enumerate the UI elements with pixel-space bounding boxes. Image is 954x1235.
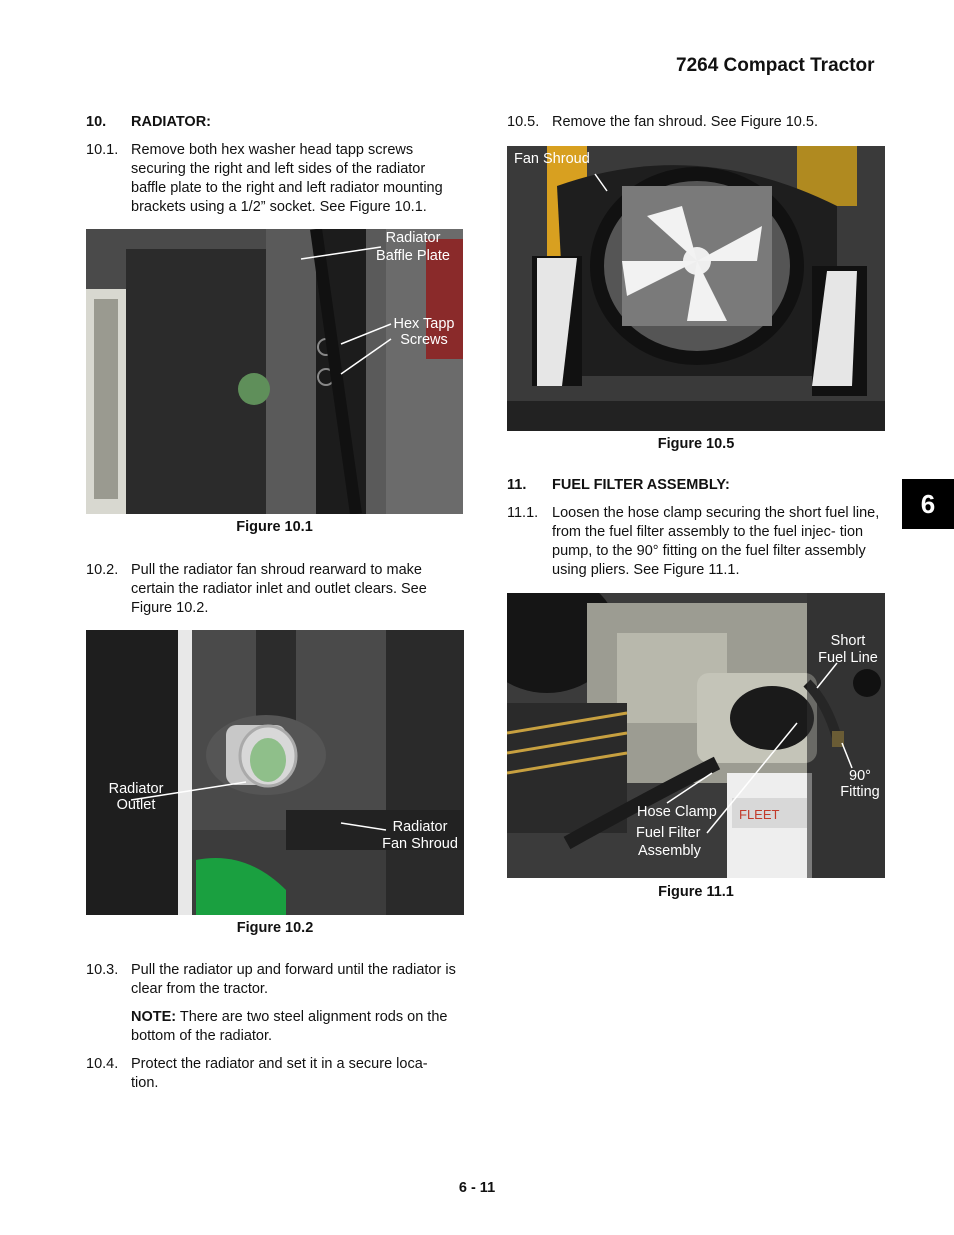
step-10-4-text: Protect the radiator and set it in a secure loca- tion. — [131, 1056, 428, 1091]
label-fuel-filter-assembly-2: Assembly — [638, 843, 701, 859]
figure-10-5-photo — [507, 146, 885, 431]
step-10-2-number: 10.2. — [86, 562, 119, 578]
label-fan-shroud: Fan Shroud — [514, 151, 590, 167]
step-11-1-text: Loosen the hose clamp securing the short fuel line, from the fuel filter assembly to the fuel injec- tion pump, to the 90° fitting on the fuel filter assembly using pliers. See Figure 11.1. — [552, 505, 880, 578]
figure-10-2-caption: Figure 10.2 — [236, 920, 314, 936]
step-10-4-number: 10.4. — [86, 1056, 119, 1072]
label-hose-clamp: Hose Clamp — [637, 804, 717, 820]
label-short-fuel-line-1: Short — [830, 633, 866, 649]
label-radiator-fan-shroud-1: Radiator — [392, 819, 448, 835]
step-11-1-number: 11.1. — [507, 505, 539, 521]
note-text: There are two steel alignment rods on the bottom of the radiator. — [131, 1009, 448, 1044]
page-number: 6 - 11 — [458, 1180, 496, 1196]
label-radiator-baffle-1: Radiator — [385, 230, 441, 246]
label-radiator-baffle-2: Baffle Plate — [376, 248, 450, 264]
label-hex-tapp-1: Hex Tapp — [393, 316, 455, 332]
figure-10-1-photo — [86, 229, 463, 514]
figure-11-1-caption: Figure 11.1 — [658, 884, 734, 900]
note-label: NOTE: — [131, 1009, 177, 1025]
label-90-fitting-2: Fitting — [840, 784, 880, 800]
section-tab: 6 — [902, 479, 954, 529]
figure-10-2-photo — [86, 630, 464, 915]
step-10-5-number: 10.5. — [507, 114, 540, 130]
svg-text:FLEET: FLEET — [739, 807, 780, 822]
step-10-3-text: Pull the radiator up and forward until the radiator is clear from the tractor. — [131, 962, 456, 997]
figure-10-1-caption: Figure 10.1 — [236, 519, 313, 535]
step-10-3-number: 10.3. — [86, 962, 119, 978]
section-11-title: FUEL FILTER ASSEMBLY: — [552, 477, 730, 493]
step-10-1-text: Remove both hex washer head tapp screws securing the right and left sides of the radiator baffle plate to the right and left radiator mounting brackets using a 1/2” socket. See Figure 10.1. — [131, 142, 443, 215]
section-10-title: RADIATOR: — [131, 114, 212, 130]
page-header-title: 7264 Compact Tractor — [676, 55, 875, 76]
section-10-number: 10. — [86, 114, 107, 130]
label-90-fitting-1: 90° — [849, 768, 871, 784]
label-fuel-filter-assembly-1: Fuel Filter — [636, 825, 701, 841]
section-11-number: 11. — [507, 477, 527, 493]
note-paragraph — [131, 1008, 461, 1046]
label-hex-tapp-2: Screws — [400, 332, 448, 348]
figure-10-5-caption: Figure 10.5 — [657, 436, 735, 452]
step-10-2-text: Pull the radiator fan shroud rearward to make certain the radiator inlet and outlet clears. See Figure 10.2. — [131, 562, 427, 616]
label-radiator-fan-shroud-2: Fan Shroud — [382, 836, 458, 852]
label-radiator-outlet-1: Radiator — [108, 781, 164, 797]
step-10-5-text: Remove the fan shroud. See Figure 10.5. — [552, 114, 818, 130]
label-radiator-outlet-2: Outlet — [116, 797, 156, 813]
figure-11-1-photo — [507, 593, 885, 878]
label-short-fuel-line-2: Fuel Line — [818, 650, 878, 666]
step-10-1-number: 10.1. — [86, 142, 119, 158]
